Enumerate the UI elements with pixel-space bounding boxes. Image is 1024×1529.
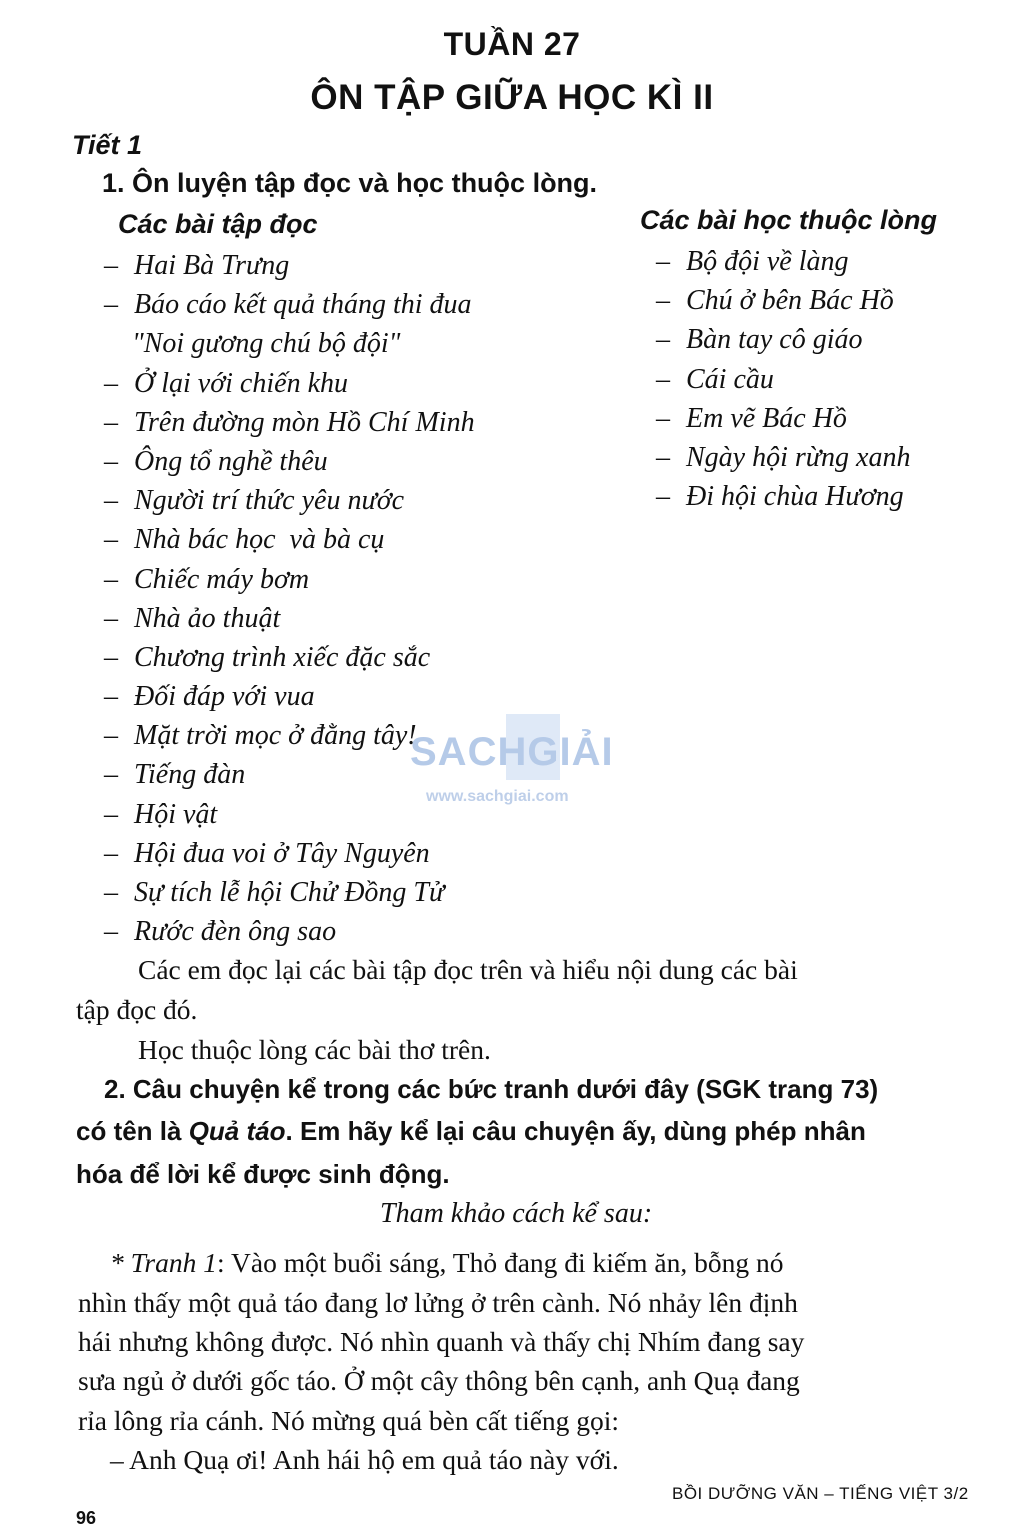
list-item — [104, 520, 475, 559]
list-dash: – — [656, 441, 670, 473]
list-item — [104, 364, 475, 403]
memorize-list-heading: Các bài học thuộc lòng — [640, 205, 938, 235]
list-item — [104, 481, 475, 520]
list-item-text: Báo cáo kết quả tháng thi đua — [134, 289, 472, 321]
list-item-text: Ngày hội rừng xanh — [686, 441, 911, 473]
list-item-text: Chú ở bên Bác Hồ — [686, 285, 894, 317]
list-dash: – — [104, 445, 118, 477]
list-dash: – — [104, 837, 118, 869]
list-dash: – — [656, 324, 670, 356]
list-item-text: Em vẽ Bác Hồ — [686, 402, 847, 434]
story-line: nhìn thấy một quả táo đang lơ lửng ở trên cành. Nó nhảy lên định — [78, 1287, 798, 1318]
list-dash: – — [656, 363, 670, 395]
list-item-text: Ông tổ nghề thêu — [134, 445, 328, 477]
watermark-url: www.sachgiai.com — [426, 788, 569, 805]
page-number: 96 — [76, 1508, 97, 1528]
list-dash: – — [104, 641, 118, 673]
list-item-text: Sự tích lễ hội Chử Đồng Tử — [134, 877, 445, 908]
list-dash: – — [104, 759, 118, 791]
list-item — [656, 438, 910, 477]
list-item — [104, 246, 475, 285]
list-dash: – — [104, 406, 118, 438]
list-dash: – — [104, 289, 118, 321]
list-dash: – — [104, 250, 118, 281]
list-item — [104, 834, 475, 873]
list-item-text: Hai Bà Trưng — [134, 250, 290, 281]
watermark — [410, 712, 620, 812]
paragraph-line: tập đọc đó. — [76, 994, 198, 1025]
list-dash: – — [656, 246, 670, 277]
list-dash: – — [656, 402, 670, 434]
list-item-text: Bộ đội về làng — [686, 246, 849, 277]
list-item — [656, 477, 910, 516]
list-item-text: Nhà bác học và bà cụ — [134, 524, 385, 556]
story-line: – Anh Quạ ơi! Anh hái hộ em quả táo này với. — [110, 1444, 619, 1475]
list-item-text: "Noi gương chú bộ đội" — [132, 328, 401, 360]
list-item-text: Ở lại với chiến khu — [134, 367, 348, 399]
list-item — [104, 638, 475, 677]
list-dash: – — [104, 798, 118, 830]
list-item-text: Hội đua voi ở Tây Nguyên — [134, 837, 430, 869]
list-dash: – — [104, 877, 118, 908]
paragraph-line: Các em đọc lại các bài tập đọc trên và hiểu nội dung các bài — [138, 954, 798, 985]
list-dash: – — [656, 285, 670, 317]
lesson-label: Tiết 1 — [72, 130, 143, 160]
list-dash: – — [104, 524, 118, 556]
list-item — [656, 320, 910, 359]
list-item-text: Cái cầu — [686, 363, 774, 395]
section-2-text: có tên là — [76, 1116, 189, 1146]
list-dash: – — [104, 563, 118, 595]
section-2-heading-line2 — [76, 1110, 866, 1152]
reading-list — [104, 246, 475, 951]
story-text: : Vào một buổi sáng, Thỏ đang đi kiếm ăn, bỗng nó — [216, 1247, 784, 1278]
list-dash: – — [104, 720, 118, 752]
list-item — [104, 403, 475, 442]
paragraph-line: Học thuộc lòng các bài thơ trên. — [138, 1034, 491, 1065]
list-item — [104, 873, 475, 912]
list-item — [656, 399, 910, 438]
book-footer: BỒI DƯỠNG VĂN – TIẾNG VIỆT 3/2 — [672, 1484, 969, 1503]
page-title: ÔN TẬP GIỮA HỌC KÌ II — [310, 78, 714, 117]
list-dash: – — [656, 481, 670, 513]
list-item — [656, 281, 910, 320]
week-heading: TUẦN 27 — [443, 26, 581, 62]
list-item-text: Chiếc máy bơm — [134, 563, 310, 595]
list-dash: – — [104, 916, 118, 948]
list-item-text: Mặt trời mọc ở đằng tây! — [134, 720, 417, 752]
list-item — [104, 442, 475, 481]
section-2-heading: 2. Câu chuyện kể trong các bức tranh dưới đây (SGK trang 73) — [104, 1074, 879, 1104]
story-line — [110, 1243, 784, 1283]
list-item-text: Tiếng đàn — [134, 759, 246, 791]
reading-list-heading: Các bài tập đọc — [118, 209, 318, 239]
section-1-heading: 1. Ôn luyện tập đọc và học thuộc lòng. — [102, 168, 598, 198]
section-2-text: . Em hãy kể lại câu chuyện ấy, dùng phép nhân — [285, 1116, 866, 1146]
list-item-text: Đối đáp với vua — [134, 681, 315, 713]
reference-note: Tham khảo cách kể sau: — [380, 1198, 653, 1229]
list-item — [656, 360, 910, 399]
list-dash: – — [104, 367, 118, 399]
list-item-text: Hội vật — [134, 798, 218, 830]
list-item-text: Đi hội chùa Hương — [686, 481, 904, 513]
list-item — [104, 285, 475, 324]
list-dash: – — [104, 681, 118, 713]
list-item — [104, 599, 475, 638]
list-item — [656, 242, 910, 281]
story-line: rỉa lông rỉa cánh. Nó mừng quá bèn cất tiếng gọi: — [78, 1405, 620, 1436]
memorize-list — [656, 242, 910, 516]
list-item — [104, 677, 475, 716]
list-item-text: Nhà ảo thuật — [134, 602, 281, 634]
list-dash: – — [104, 602, 118, 634]
list-item-text: Rước đèn ông sao — [134, 916, 337, 948]
list-item-text: Trên đường mòn Hồ Chí Minh — [134, 406, 475, 438]
list-item-text: Bàn tay cô giáo — [686, 324, 863, 356]
list-dash: – — [104, 485, 118, 517]
list-item — [104, 560, 475, 599]
section-2-heading-line3: hóa để lời kể được sinh động. — [76, 1159, 450, 1189]
list-item — [104, 912, 475, 951]
story-label: * Tranh 1 — [110, 1247, 217, 1278]
story-title: Quả táo — [188, 1116, 286, 1146]
list-item — [104, 324, 475, 363]
watermark-brand: SACHGIẢI — [410, 730, 614, 774]
list-item-text: Người trí thức yêu nước — [134, 485, 405, 517]
story-line: sưa ngủ ở dưới gốc táo. Ở một cây thông bên cạnh, anh Quạ đang — [78, 1365, 800, 1396]
list-item-text: Chương trình xiếc đặc sắc — [134, 641, 431, 673]
story-line: hái nhưng không được. Nó nhìn quanh và thấy chị Nhím đang say — [78, 1326, 805, 1357]
